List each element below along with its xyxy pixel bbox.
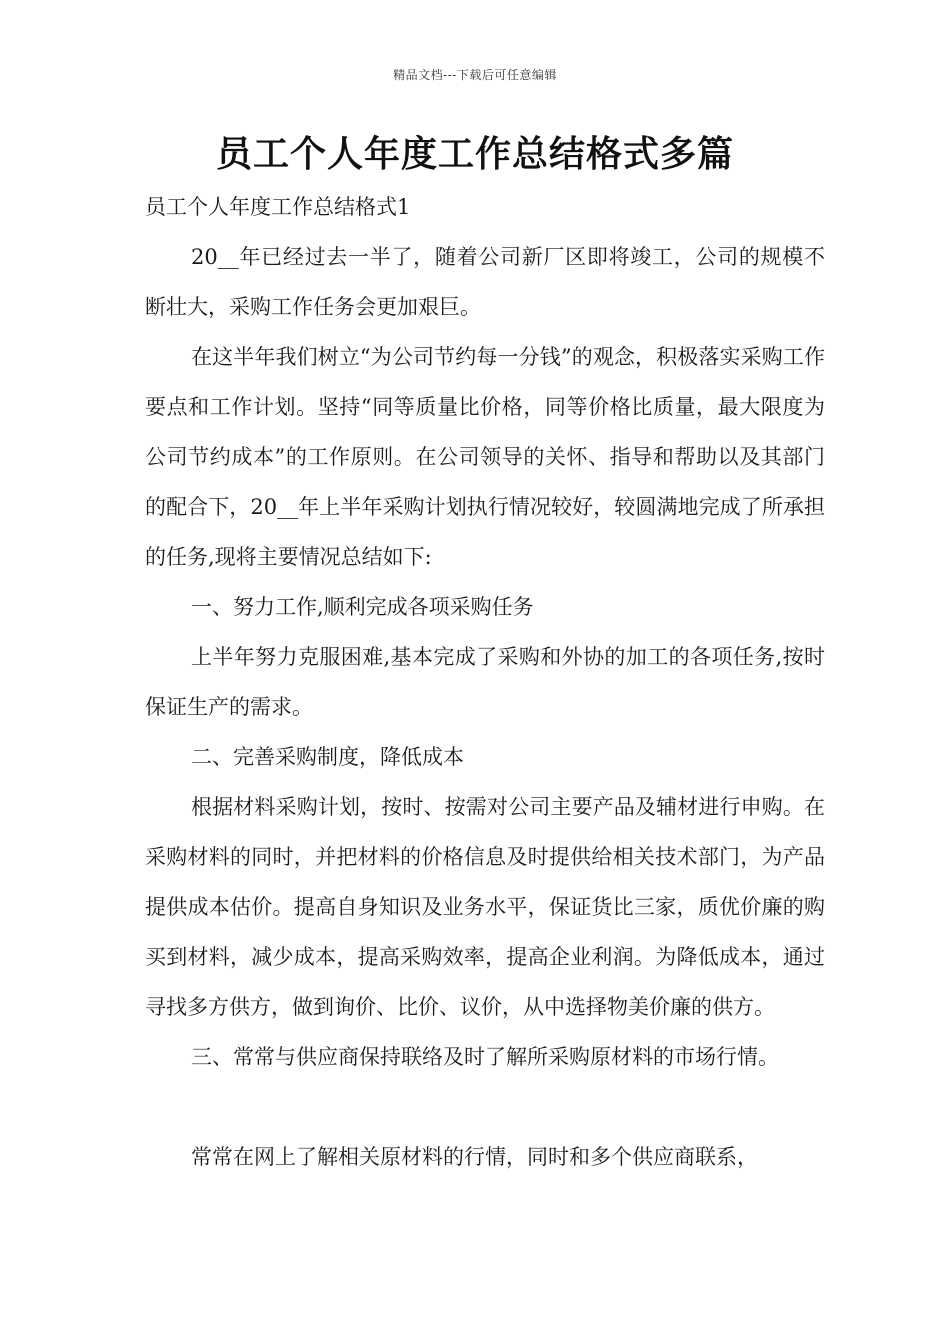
blank-line [145,1082,825,1132]
heading-3: 三、常常与供应商保持联络及时了解所采购原材料的市场行情。 [191,1045,779,1069]
document-body [145,182,825,1182]
paragraph-4: 根据材料采购计划，按时、按需对公司主要产品及辅材进行申购。在采购材料的同时，并把材料的价格信息及时提供给相关技术部门，为产品提供成本估价。提高自身知识及业务水平，保证货比三家，质优价廉的购买到材料，减少成本，提高采购效率，提高企业利润。为降低成本，通过寻找多方供方，做到询价、比价、议价，从中选择物美价廉的供方。 [145,795,825,1019]
heading-2: 二、完善采购制度，降低成本 [191,745,464,769]
section-subtitle: 员工个人年度工作总结格式1 [145,195,411,219]
document-title: 员工个人年度工作总结格式多篇 [215,133,734,175]
header-note: 精品文档---下载后可任意编辑 [393,68,557,82]
heading-1: 一、努力工作,顺利完成各项采购任务 [191,595,534,619]
paragraph-3: 上半年努力克服困难,基本完成了采购和外协的加工的各项任务,按时保证生产的需求。 [145,645,825,719]
paragraph-5: 常常在网上了解相关原材料的行情，同时和多个供应商联系， [191,1145,758,1169]
paragraph-2: 在这半年我们树立“为公司节约每一分钱”的观念，积极落实采购工作要点和工作计划。坚持“同等质量比价格，同等价格比质量，最大限度为公司节约成本”的工作原则。在公司领导的关怀、指导和帮助以及其部门的配合下，20__年上半年采购计划执行情况较好，较圆满地完成了所承担的任务,现将主要情况总结如下: [145,345,825,569]
paragraph-1: 20__年已经过去一半了，随着公司新厂区即将竣工，公司的规模不断壮大，采购工作任务会更加艰巨。 [145,245,825,319]
